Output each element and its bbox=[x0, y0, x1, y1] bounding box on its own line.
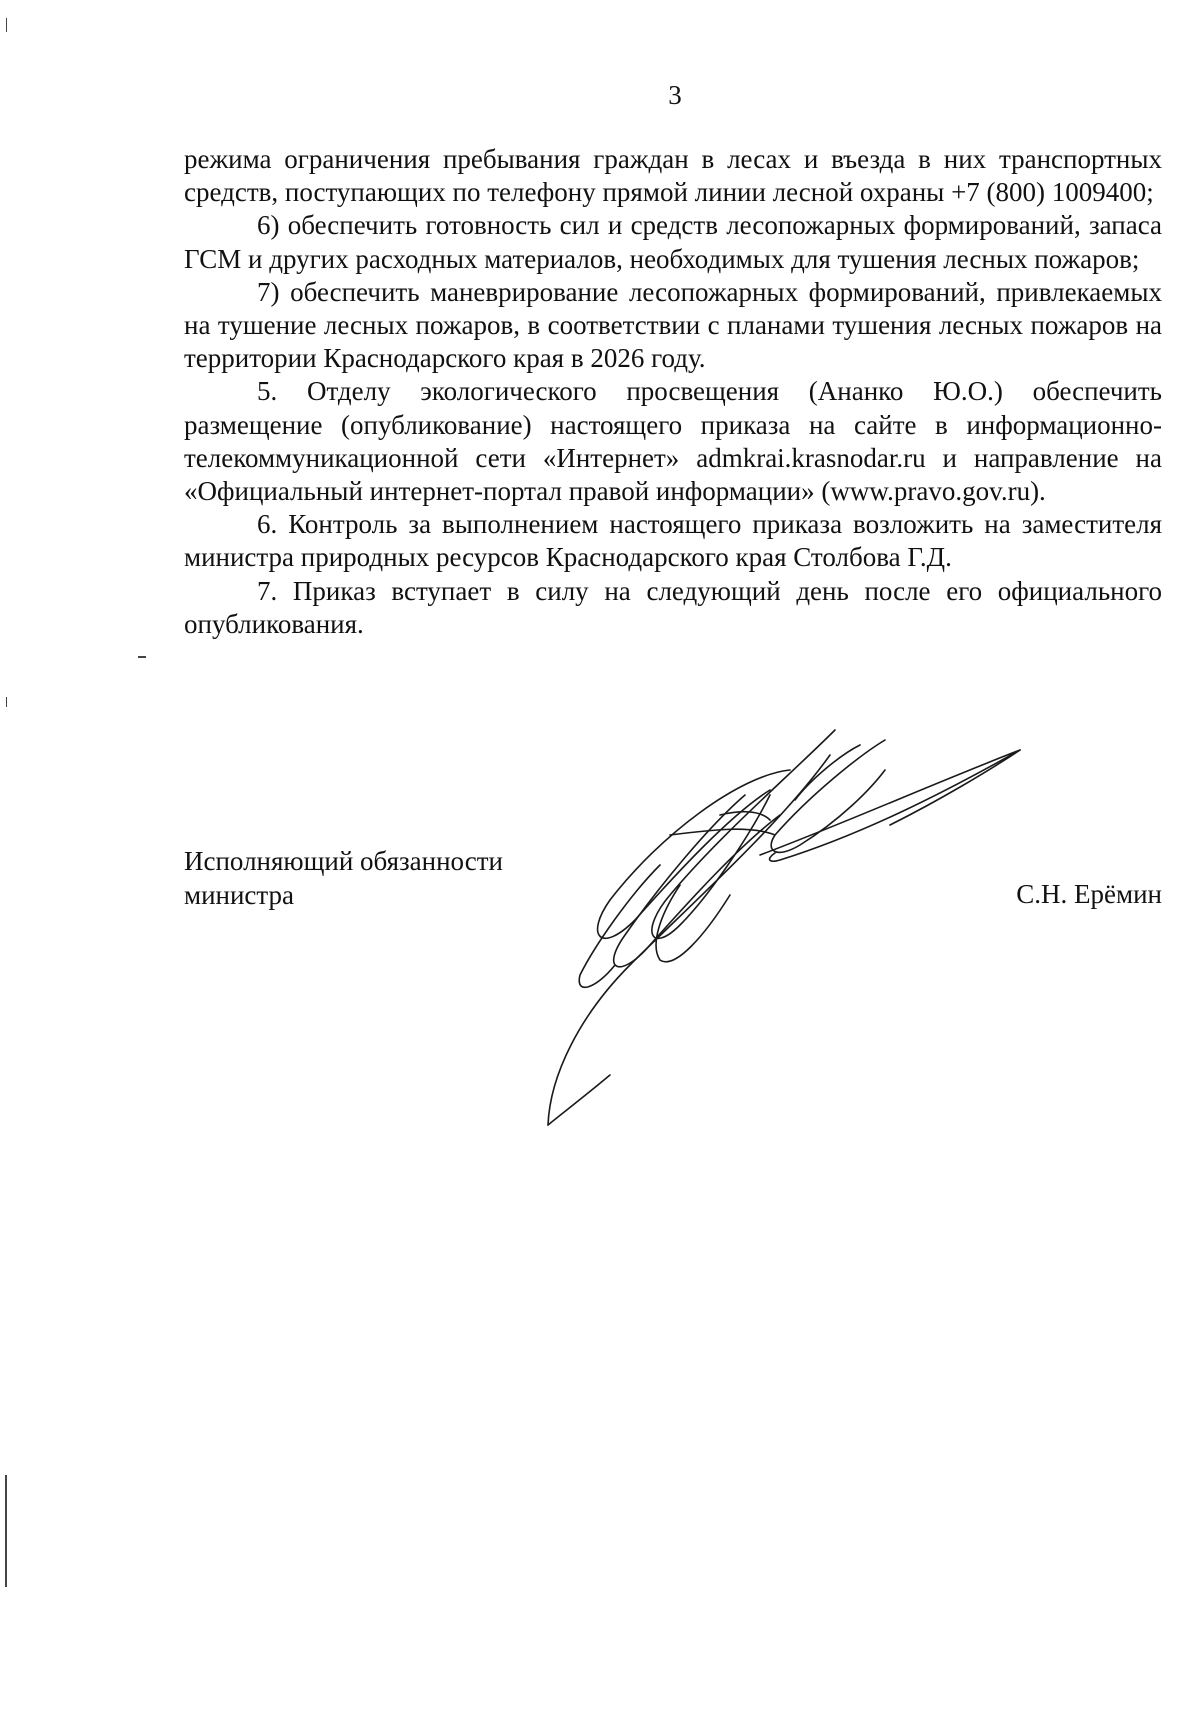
page-number: 3 bbox=[668, 80, 682, 110]
paragraph-item-6: 6) обеспечить готовность сил и средств лесопожарных формирований, запаса ГСМ и других расходных материалов, необходимых для тушения лесных пожаров; bbox=[184, 210, 1162, 274]
scan-edge-mark bbox=[5, 1475, 7, 1587]
paragraph-point-6: 6. Контроль за выполнением настоящего приказа возложить на заместителя министра природных ресурсов Краснодарского края Столбова Г.Д. bbox=[184, 509, 1162, 573]
signatory-position bbox=[184, 845, 503, 912]
signatory-position-line-2: министра bbox=[184, 879, 295, 910]
paragraph-continuation: режима ограничения пребывания граждан в лесах и въезда в них транспортных средств, поступающих по телефону прямой линии лесной охраны +7 (800) 1009400; bbox=[184, 144, 1162, 208]
signatory-name: С.Н. Ерёмин bbox=[1016, 879, 1162, 909]
scan-edge-mark bbox=[6, 18, 7, 32]
paragraph-item-7: 7) обеспечить маневрирование лесопожарных формирований, привлекаемых на тушение лесных пожаров, в соответствии с планами тушения лесных пожаров на территории Краснодарского края в 2026 году. bbox=[184, 276, 1162, 374]
scan-edge-mark bbox=[6, 697, 7, 707]
signatory-position-line-1: Исполняющий обязанности bbox=[184, 846, 503, 876]
paragraph-point-5: 5. Отделу экологического просвещения (Ананко Ю.О.) обеспечить размещение (опубликование) настоящего приказа на сайте в информационно-телекоммуникационной сети «Интернет» admkrai.krasnodar.ru и направление на «Официальный интернет-портал правой информации» (www.pravo.gov.ru). bbox=[184, 376, 1162, 507]
paragraph-point-7: 7. Приказ вступает в силу на следующий день после его официального опубликования. bbox=[184, 575, 1162, 639]
document-body bbox=[184, 143, 1162, 641]
scan-edge-mark bbox=[138, 656, 146, 658]
handwritten-signature bbox=[540, 715, 1100, 1135]
